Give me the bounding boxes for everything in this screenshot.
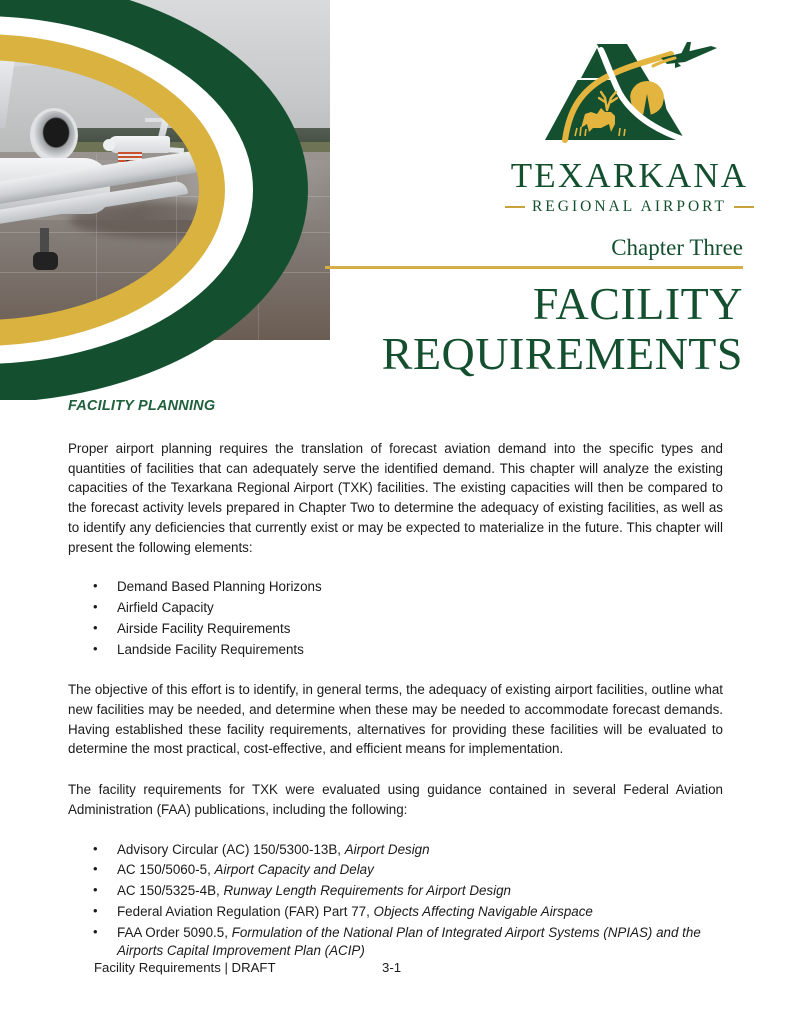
page-title-line-2: REQUIREMENTS [381,328,743,380]
list-item [68,903,723,922]
list-item [68,841,723,860]
list-item: • Demand Based Planning Horizons [68,578,723,597]
chapter-divider-rule [325,266,743,269]
chapter-title-block [325,236,743,380]
chapter-eyebrow: Chapter Three [611,235,743,260]
elements-list [68,578,723,659]
publication-reference: AC 150/5060-5, [117,862,215,878]
texarkana-logo-icon [535,36,725,156]
page-title-line-1: FACILITY [532,277,743,329]
logo-subtitle-row [497,198,762,216]
intro-paragraph: Proper airport planning requires the translation of forecast aviation demand into the specific types and quantities of facilities that can adequately serve the identified demand. This chapter will analyze the existing capacities of the Texarkana Regional Airport (TXK) facilities. The existing capacities will then be compared to the forecast activity levels prepared in Chapter Two to determine the adequacy of existing facilities, as well as to identify any deficiencies that currently exist or may be expected to materialize in the future. This chapter will present the following elements: [68,441,723,555]
list-item: • Airside Facility Requirements [68,620,723,639]
masthead-graphic [0,0,340,400]
list-item [68,882,723,901]
list-item [68,924,723,962]
publication-title: Objects Affecting Navigable Airspace [373,903,593,919]
list-item: • Airfield Capacity [68,599,723,618]
list-item [68,861,723,880]
footer-page-number: 3-1 [382,960,402,975]
publication-title: Formulation of the National Plan of Integrated Airport Systems (NPIAS) and the Airports Capital Improvement Plan (ACIP) [117,924,701,959]
logo-rule-left [505,206,525,208]
guidance-paragraph: The facility requirements for TXK were evaluated using guidance contained in several Federal Aviation Administration (FAA) publications, including the following: [68,782,723,817]
logo-rule-right [734,206,754,208]
section-heading: FACILITY PLANNING [68,398,216,414]
footer-document-title: Facility Requirements | DRAFT [94,960,276,975]
publication-title: Airport Capacity and Delay [214,862,374,878]
airport-logo [497,36,762,216]
publication-title: Runway Length Requirements for Airport Design [223,883,511,899]
publication-reference: Federal Aviation Regulation (FAR) Part 77, [117,903,374,919]
publication-title: Airport Design [344,841,430,857]
publications-list [68,841,723,962]
publication-reference: Advisory Circular (AC) 150/5300-13B, [117,841,345,857]
publication-reference: AC 150/5325-4B, [117,883,224,899]
logo-subtext: REGIONAL AIRPORT [531,198,728,215]
objective-paragraph: The objective of this effort is to identify, in general terms, the adequacy of existing airport facilities, outline what new facilities may be needed, and determine when these may be needed to accommodate forecast demands. Having established these facility requirements, alternatives for providing these facilities will be evaluated to determine the most practical, cost-effective, and efficient means for implementation. [68,682,723,757]
list-item: • Landside Facility Requirements [68,641,723,660]
body-content [68,398,723,982]
page-title [325,279,743,380]
brand-swoosh-arcs [0,0,340,400]
logo-wordmark: TEXARKANA [510,156,749,195]
publication-reference: FAA Order 5090.5, [117,924,232,940]
